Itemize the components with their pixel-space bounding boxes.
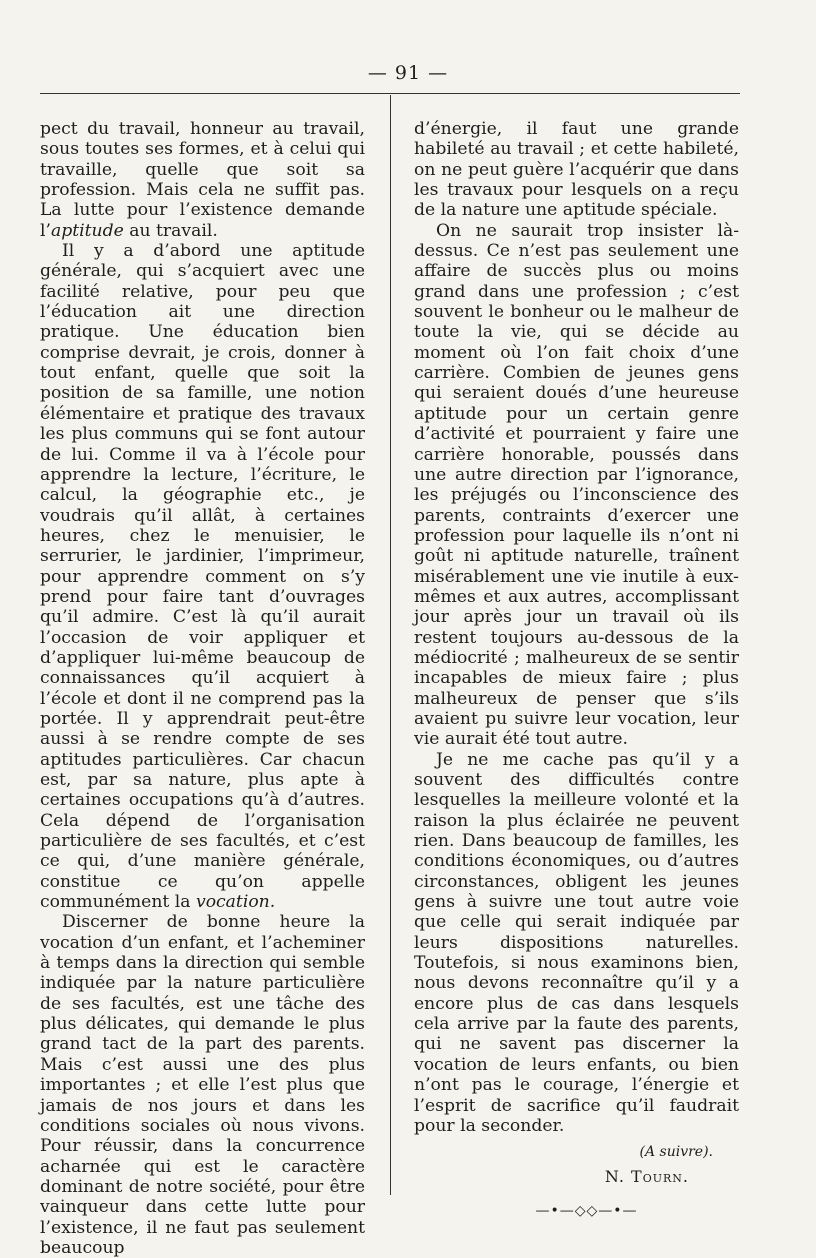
ornament-divider: —•—◇◇—•— [535,1202,638,1219]
left-paragraph-2 [40,241,365,912]
left-p2-text: Il y a d’abord une aptitude générale, qui s’acquiert avec une facilité relative, pour peu que l’éducation ait une direction pratique. Une éducation bien comprise devrait, je crois, donner à tout enfant, quelle que soit la position de sa famille, une notion élémentaire et pratique des travaux les plus communs qui se font autour de lui. Comme il va à l’école pour apprendre la lecture, l’écriture, le calcul, la géographie etc., je voudrais qu’il allât, à certaines heures, chez le menuisier, le serrurier, le jardinier, l’imprimeur, pour apprendre comment on s’y prend pour faire tant d’ouvrages qu’il admire. C’est là qu’il aurait l’occasion de voir appliquer et d’appliquer lui-même beaucoup de connaissances qu’il acquiert à l’école et dont il ne comprend pas la portée. Il y apprendrait peut-être aussi à se rendre compte de ses aptitudes particulières. Car chacun est, par sa nature, plus apte à certaines occupations qu’à d’autres. Cela dépend de l’organisation particulière de ses facultés, et c’est ce qui, d’une manière générale, constitue ce qu’on appelle communément la [40,241,365,913]
right-column [414,119,739,1221]
page-number: — 91 — [367,62,449,84]
left-p1-text-b: au travail. [123,220,218,241]
right-paragraph-1: d’énergie, il faut une grande habileté au travail ; et cette habileté, on ne peut guère l’acquérir que dans les travaux pour lesquels on a reçu de la nature une aptitude spéciale. [414,119,739,221]
header-rule [40,93,740,94]
right-paragraph-3: Je ne me cache pas qu’il y a souvent des difficultés contre lesquelles la meilleure volonté et la raison la plus éclairée ne peuvent rien. Dans beaucoup de familles, les conditions économiques, ou d’autres circonstances, obligent les jeunes gens à suivre une tout autre voie que celle qui serait indiquée par leurs dispositions naturelles. Toutefois, si nous examinons bien, nous devons reconnaître qu’il y a encore plus de cas dans lesquels cela arrive par la faute des parents, qui ne savent pas discerner la vocation de leurs enfants, ou bien n’ont pas le courage, l’énergie et l’esprit de sacrifice qu’il faudrait pour la seconder. [414,749,739,1136]
author-signature: N. Tourn. [604,1166,689,1186]
left-column [40,119,365,1258]
left-p1-italic: aptitude [50,220,124,241]
column-divider [390,95,391,1195]
to-be-continued-note: (A suivre). [639,1144,713,1161]
left-paragraph-3: Discerner de bonne heure la vocation d’un enfant, et l’acheminer à temps dans la direction qui semble indiquée par la nature particulière de ses facultés, est une tâche des plus délicates, qui demande le plus grand tact de la part des parents. Mais c’est aussi une des plus importantes ; et elle l’est plus que jamais de nos jours et dans les conditions sociales où nous vivons. Pour réussir, dans la concurrence acharnée qui est le caractère dominant de notre société, pour être vainqueur dans cette lutte pour l’existence, il ne faut pas seulement beaucoup [40,912,365,1258]
right-paragraph-2: On ne saurait trop insister là-dessus. Ce n’est pas seulement une affaire de succès plus ou moins grand dans une profession ; c’est souvent le bonheur ou le malheur de toute la vie, qui se décide au moment où l’on fait choix d’une carrière. Combien de jeunes gens qui seraient doués d’une heureuse aptitude pour un certain genre d’activité et pourraient y faire une carrière honorable, poussés dans une autre direction par l’ignorance, les préjugés ou l’inconscience des parents, contraints d’exercer une profession pour laquelle ils n’ont ni goût ni aptitude naturelle, traînent misérablement une vie inutile à eux-mêmes et aux autres, accomplissant jour après jour un travail où ils restent toujours au-dessous de la médiocrité ; malheureux de se sentir incapables de mieux faire ; plus malheureux de penser que s’ils avaient pu suivre leur vocation, leur vie aurait été tout autre. [414,220,739,750]
left-p1-text-a: pect du travail, honneur au travail, sous toutes ses formes, et à celui qui travaille, quelle que soit sa profession. Mais cela ne suffit pas. La lutte pour l’existence demande l’ [40,119,365,241]
left-p2-italic: vocation. [196,892,276,913]
left-paragraph-1 [40,119,365,241]
